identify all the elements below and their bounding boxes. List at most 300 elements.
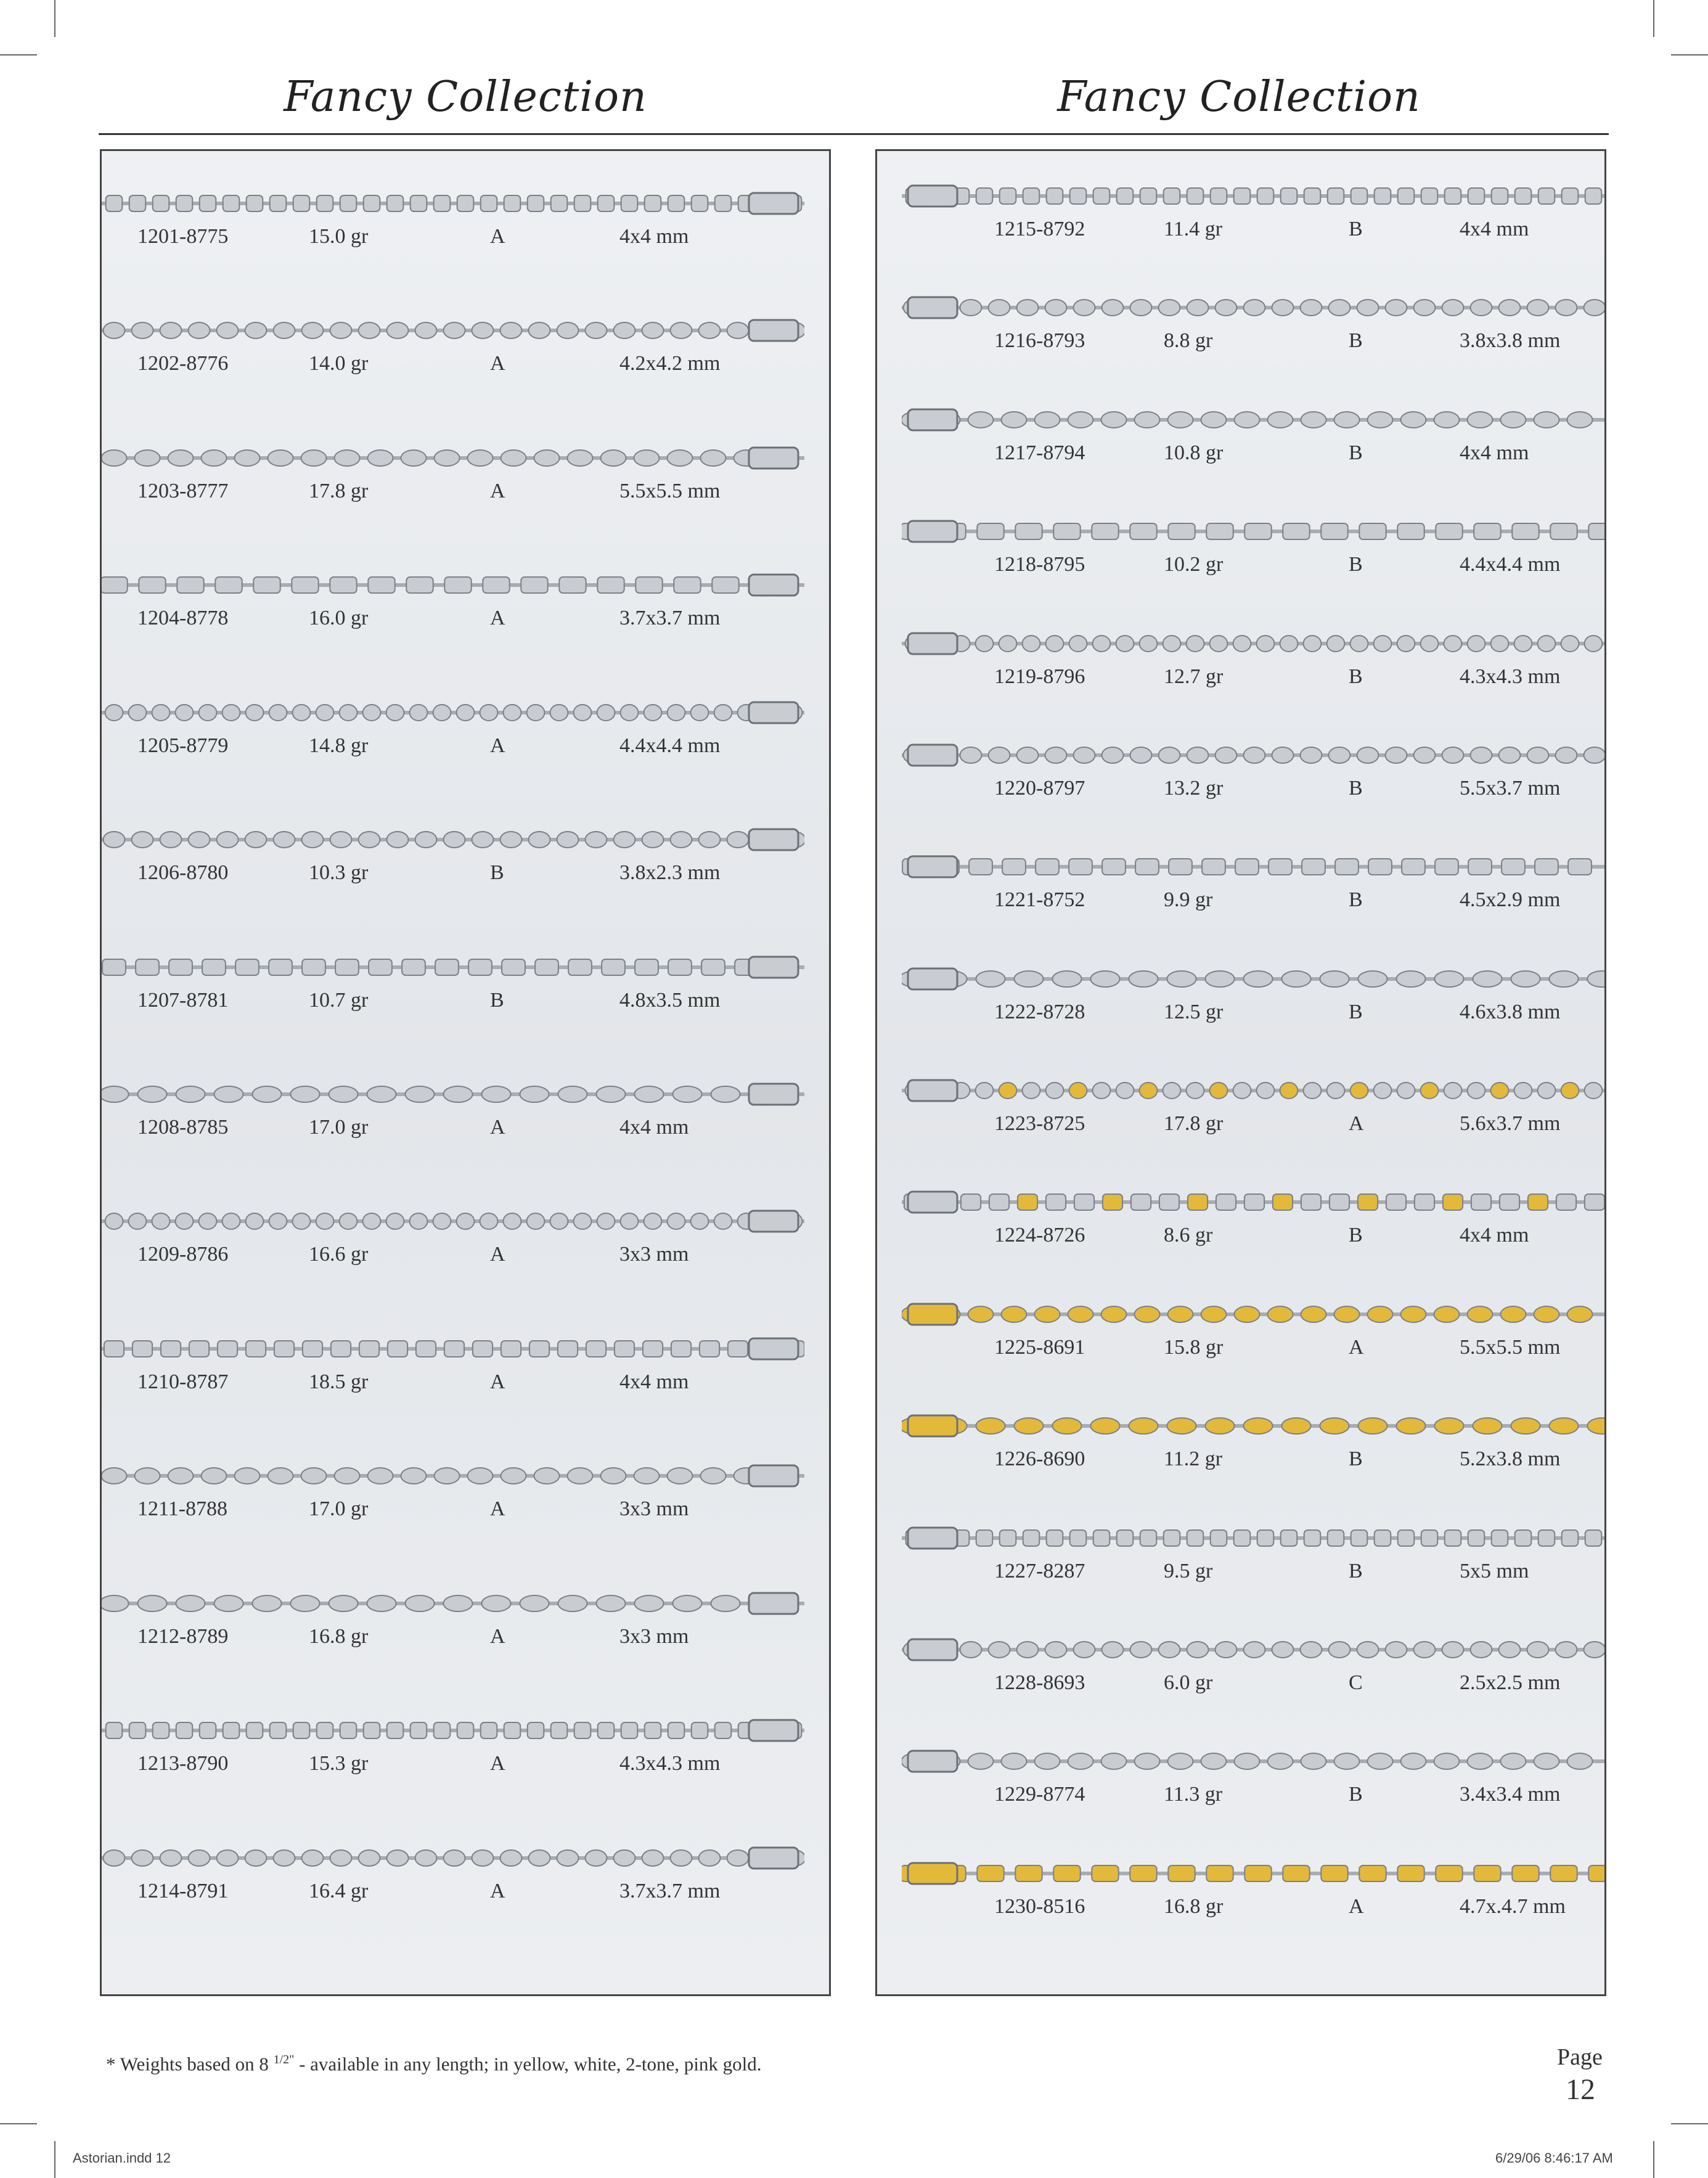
- item-code: 1202-8776: [137, 352, 229, 375]
- clasp: [749, 448, 798, 469]
- chain-link: [527, 1213, 545, 1229]
- item-weight: 11.2 gr: [1164, 1447, 1223, 1471]
- chain-link: [200, 195, 216, 211]
- item-code: 1207-8781: [137, 988, 229, 1012]
- chain-link: [501, 832, 522, 848]
- chain-link: [1515, 1530, 1532, 1546]
- chain-link: [302, 959, 325, 975]
- chain-link: [1444, 636, 1462, 652]
- chain-link: [1163, 1083, 1181, 1099]
- chain-link: [989, 1642, 1010, 1658]
- chain-link: [200, 1722, 216, 1738]
- chain-link: [387, 1850, 409, 1866]
- chain-link: [1267, 412, 1293, 428]
- chain-link: [1320, 1418, 1349, 1434]
- chain-link: [1511, 971, 1540, 987]
- chain-link: [1046, 636, 1064, 652]
- chain-link: [976, 188, 993, 204]
- chain-link: [1415, 1194, 1434, 1210]
- chain-link: [711, 1086, 740, 1102]
- chain-link: [586, 1850, 607, 1866]
- item-code: 1214-8791: [137, 1879, 229, 1902]
- chain-link: [223, 195, 240, 211]
- item-size: 3.4x3.4 mm: [1460, 1783, 1561, 1806]
- chain-link: [1585, 1083, 1603, 1099]
- chain-link: [1568, 859, 1592, 875]
- chain-link: [976, 971, 1005, 987]
- item-grade: A: [1349, 1894, 1364, 1918]
- chain-image: [102, 824, 804, 855]
- chain-link: [1434, 1418, 1463, 1434]
- chain-link: [600, 450, 626, 466]
- item-weight: 16.0 gr: [309, 607, 369, 630]
- clasp: [908, 1080, 957, 1101]
- chain-link: [1538, 636, 1556, 652]
- chain-link: [1140, 636, 1158, 652]
- chain-link: [176, 1595, 205, 1611]
- chain-link: [1550, 1865, 1577, 1881]
- clasp: [749, 1593, 798, 1614]
- chain-link: [1234, 412, 1259, 428]
- chain-link: [1492, 188, 1508, 204]
- chain-link: [1053, 523, 1080, 539]
- chain-link: [586, 1341, 606, 1357]
- chain-link: [1567, 1753, 1592, 1769]
- chain-link: [1205, 1418, 1234, 1434]
- chain-item: [102, 1206, 829, 1298]
- chain-item: [877, 1858, 1604, 1951]
- chain-link: [364, 1722, 380, 1738]
- chain-link: [176, 195, 193, 211]
- chain-link: [457, 1213, 475, 1229]
- chain-link: [1283, 523, 1309, 539]
- item-grade: B: [1349, 776, 1363, 800]
- item-code: 1223-8725: [994, 1112, 1085, 1135]
- chain-link: [1164, 188, 1180, 204]
- chain-link: [274, 832, 295, 848]
- item-grade: B: [1349, 1783, 1363, 1806]
- chain-link: [405, 1086, 434, 1102]
- header-rule: [99, 133, 1609, 135]
- chain-photo: [902, 181, 1606, 211]
- chain-link: [359, 832, 380, 848]
- chain-link: [635, 577, 662, 593]
- chain-link: [1201, 1306, 1226, 1322]
- chain-photo: [102, 1333, 804, 1364]
- chain-link: [235, 959, 259, 975]
- chain-photo: [102, 1588, 804, 1619]
- chain-link: [1588, 1865, 1606, 1881]
- chain-link: [1023, 188, 1040, 204]
- chain-link: [105, 1213, 123, 1229]
- chain-item: [877, 1746, 1604, 1838]
- chain-link: [387, 1722, 404, 1738]
- chain-link: [363, 1213, 381, 1229]
- item-size: 3.7x3.7 mm: [619, 607, 721, 630]
- chain-link: [529, 1341, 549, 1357]
- chain-link: [1329, 300, 1350, 316]
- chain-link: [132, 1850, 153, 1866]
- chain-link: [330, 1850, 352, 1866]
- chain-link: [1167, 971, 1196, 987]
- right-catalog-panel: [875, 149, 1606, 1996]
- chain-link: [1283, 1865, 1309, 1881]
- chain-link: [1398, 188, 1415, 204]
- chain-link: [976, 1418, 1005, 1434]
- chain-link: [597, 577, 624, 593]
- chain-link: [1140, 1530, 1157, 1546]
- item-grade: A: [490, 1497, 505, 1521]
- chain-link: [359, 1341, 379, 1357]
- chain-link: [1210, 636, 1228, 652]
- chain-link: [302, 832, 324, 848]
- chain-image: [902, 292, 1606, 323]
- chain-link: [104, 832, 125, 848]
- chain-link: [1584, 300, 1606, 316]
- chain-link: [481, 1595, 510, 1611]
- footnote-superscript: 1/2": [273, 2053, 295, 2066]
- chain-image: [102, 443, 804, 473]
- chain-link: [1301, 1642, 1322, 1658]
- chain-link: [1090, 1418, 1119, 1434]
- chain-link: [714, 1213, 732, 1229]
- chain-link: [1538, 1530, 1555, 1546]
- chain-link: [700, 1341, 719, 1357]
- chain-link: [444, 577, 471, 593]
- chain-link: [105, 705, 123, 721]
- item-code: 1204-8778: [137, 607, 229, 630]
- chain-link: [359, 322, 380, 338]
- item-code: 1205-8779: [137, 734, 229, 757]
- chain-link: [1243, 1418, 1272, 1434]
- chain-link: [1201, 412, 1226, 428]
- chain-link: [700, 1468, 725, 1484]
- chain-link: [1211, 188, 1227, 204]
- chain-link: [1233, 636, 1251, 652]
- clasp: [908, 1415, 957, 1436]
- chain-link: [1272, 1642, 1294, 1658]
- chain-link: [1386, 1642, 1407, 1658]
- item-size: 4.7x.4.7 mm: [1460, 1894, 1566, 1918]
- item-code: 1227-8287: [994, 1559, 1085, 1582]
- chain-link: [1434, 971, 1463, 987]
- chain-link: [728, 1341, 748, 1357]
- print-timestamp: 6/29/06 8:46:17 AM: [1495, 2150, 1613, 2166]
- chain-link: [1206, 523, 1233, 539]
- chain-link: [1436, 1865, 1462, 1881]
- chain-link: [1074, 300, 1095, 316]
- chain-link: [406, 577, 433, 593]
- clasp: [908, 1304, 957, 1325]
- item-grade: B: [1349, 888, 1363, 912]
- chain-link: [1243, 971, 1272, 987]
- clasp: [749, 829, 798, 850]
- chain-link: [302, 322, 324, 338]
- chain-photo: [102, 1460, 804, 1491]
- chain-link: [1304, 188, 1321, 204]
- chain-link: [480, 705, 498, 721]
- chain-image: [902, 1075, 1606, 1106]
- chain-link: [202, 959, 226, 975]
- chain-link: [574, 195, 591, 211]
- chain-link: [1500, 1306, 1526, 1322]
- item-grade: B: [1349, 1447, 1363, 1471]
- chain-item: [102, 1079, 829, 1171]
- chain-link: [481, 1086, 510, 1102]
- chain-link: [504, 1722, 521, 1738]
- item-code: 1203-8777: [137, 479, 229, 502]
- clasp: [749, 1084, 798, 1105]
- chain-link: [199, 1213, 217, 1229]
- chain-item: [102, 1588, 829, 1681]
- chain-link: [334, 1468, 359, 1484]
- clasp: [749, 1338, 798, 1359]
- chain-link: [1397, 636, 1415, 652]
- chain-link: [1561, 1083, 1579, 1099]
- chain-link: [1045, 747, 1067, 763]
- chain-link: [1068, 1753, 1093, 1769]
- chain-link: [1588, 523, 1606, 539]
- chain-link: [253, 577, 280, 593]
- chain-link: [1130, 747, 1152, 763]
- chain-link: [551, 195, 568, 211]
- item-grade: B: [1349, 1224, 1363, 1247]
- chain-link: [340, 1722, 357, 1738]
- chain-link: [1159, 1194, 1179, 1210]
- chain-link: [1585, 1194, 1604, 1210]
- chain-link: [642, 322, 664, 338]
- chain-link: [1281, 188, 1297, 204]
- chain-link: [1474, 1865, 1500, 1881]
- item-grade: B: [1349, 665, 1363, 688]
- item-grade: B: [490, 988, 504, 1012]
- chain-link: [501, 1468, 526, 1484]
- chain-image: [102, 315, 804, 346]
- chain-link: [457, 195, 474, 211]
- chain-link: [1233, 1083, 1251, 1099]
- chain-link: [1301, 1194, 1321, 1210]
- chain-link: [1584, 747, 1606, 763]
- chain-link: [1585, 636, 1603, 652]
- chain-link: [472, 832, 494, 848]
- chain-link: [1269, 859, 1292, 875]
- item-grade: A: [490, 607, 505, 630]
- chain-image: [102, 952, 804, 983]
- chain-link: [989, 1194, 1009, 1210]
- item-code: 1226-8690: [994, 1447, 1085, 1471]
- page-label: Page: [1557, 2044, 1603, 2070]
- chain-link: [614, 832, 635, 848]
- page-number: 12: [1566, 2073, 1595, 2106]
- chain-link: [290, 1595, 319, 1611]
- chain-link: [468, 959, 492, 975]
- item-grade: B: [1349, 1559, 1363, 1582]
- chain-link: [1092, 1865, 1118, 1881]
- chain-link: [1167, 1418, 1196, 1434]
- chain-link: [642, 832, 664, 848]
- crop-mark: [0, 54, 37, 55]
- chain-link: [1421, 636, 1439, 652]
- chain-link: [223, 1213, 240, 1229]
- chain-link: [367, 1595, 396, 1611]
- chain-link: [1398, 1530, 1415, 1546]
- chain-link: [1538, 1083, 1556, 1099]
- chain-photo: [902, 1187, 1606, 1218]
- chain-link: [160, 1850, 182, 1866]
- chain-link: [1034, 412, 1060, 428]
- left-page-title: Fancy Collection: [284, 73, 647, 121]
- chain-link: [1585, 188, 1602, 204]
- chain-link: [1168, 1865, 1195, 1881]
- chain-image: [102, 570, 804, 600]
- chain-link: [977, 1865, 1003, 1881]
- chain-photo: [102, 315, 804, 346]
- chain-link: [1211, 1530, 1227, 1546]
- chain-link: [501, 322, 522, 338]
- chain-item: [102, 570, 829, 662]
- chain-link: [1421, 188, 1438, 204]
- chain-item: [102, 824, 829, 917]
- chain-link: [168, 1468, 193, 1484]
- item-weight: 15.3 gr: [309, 1752, 369, 1775]
- chain-photo: [902, 1858, 1606, 1889]
- chain-photo: [102, 570, 804, 600]
- chain-link: [714, 705, 732, 721]
- item-size: 5.6x3.7 mm: [1460, 1112, 1561, 1135]
- chain-link: [480, 1213, 498, 1229]
- item-weight: 15.0 gr: [309, 225, 369, 248]
- chain-link: [1499, 300, 1521, 316]
- chain-link: [1327, 636, 1345, 652]
- chain-link: [132, 322, 153, 338]
- chain-link: [1556, 747, 1577, 763]
- chain-link: [199, 705, 217, 721]
- chain-link: [330, 832, 352, 848]
- chain-link: [433, 1213, 451, 1229]
- chain-link: [290, 1086, 319, 1102]
- chain-link: [667, 450, 692, 466]
- chain-link: [1357, 747, 1379, 763]
- chain-link: [1093, 1083, 1111, 1099]
- clasp: [749, 1211, 798, 1232]
- chain-link: [727, 832, 749, 848]
- chain-link: [106, 195, 123, 211]
- item-code: 1228-8693: [994, 1671, 1085, 1694]
- chain-link: [1102, 300, 1124, 316]
- chain-link: [645, 195, 661, 211]
- item-grade: B: [1349, 1000, 1363, 1023]
- item-weight: 16.8 gr: [309, 1624, 369, 1648]
- chain-link: [102, 450, 127, 466]
- chain-link: [1159, 300, 1180, 316]
- chain-link: [153, 195, 170, 211]
- chain-link: [574, 1213, 592, 1229]
- chain-link: [1068, 1306, 1093, 1322]
- item-size: 4x4 mm: [1460, 1224, 1529, 1247]
- chain-item: [102, 315, 829, 407]
- chain-link: [1400, 1306, 1426, 1322]
- chain-link: [1402, 859, 1425, 875]
- chain-link: [668, 1722, 685, 1738]
- chain-link: [621, 1213, 639, 1229]
- chain-link: [1281, 971, 1310, 987]
- chain-link: [1069, 636, 1087, 652]
- chain-item: [877, 851, 1604, 944]
- chain-link: [1567, 1306, 1592, 1322]
- chain-link: [215, 577, 242, 593]
- clasp: [908, 186, 957, 207]
- chain-link: [1328, 1530, 1344, 1546]
- chain-link: [521, 577, 547, 593]
- chain-link: [1585, 1530, 1602, 1546]
- item-grade: B: [1349, 553, 1363, 576]
- item-code: 1206-8780: [137, 861, 229, 885]
- chain-link: [1101, 412, 1126, 428]
- chain-image: [102, 1333, 804, 1364]
- chain-link: [1257, 1083, 1275, 1099]
- chain-link: [643, 1341, 663, 1357]
- chain-item: [877, 964, 1604, 1056]
- chain-link: [1434, 1306, 1459, 1322]
- chain-link: [1468, 188, 1485, 204]
- chain-link: [252, 1086, 281, 1102]
- chain-image: [902, 628, 1606, 659]
- chain-link: [1334, 1306, 1359, 1322]
- chain-link: [1351, 1530, 1368, 1546]
- chain-link: [364, 195, 380, 211]
- chain-link: [1304, 1083, 1322, 1099]
- chain-photo: [102, 697, 804, 728]
- item-grade: B: [490, 861, 504, 885]
- chain-link: [1512, 523, 1538, 539]
- chain-link: [1358, 1418, 1387, 1434]
- chain-link: [1023, 1083, 1040, 1099]
- chain-item: [102, 1715, 829, 1807]
- chain-link: [1351, 188, 1368, 204]
- chain-image: [102, 1079, 804, 1110]
- chain-link: [551, 1722, 568, 1738]
- clasp: [908, 297, 957, 318]
- item-code: 1213-8790: [137, 1752, 229, 1775]
- chain-item: [102, 1333, 829, 1426]
- chain-link: [1584, 1642, 1606, 1658]
- chain-link: [1386, 747, 1407, 763]
- chain-link: [102, 959, 126, 975]
- chain-link: [600, 1468, 626, 1484]
- chain-link: [1140, 188, 1157, 204]
- chain-link: [691, 705, 709, 721]
- chain-link: [1167, 1306, 1193, 1322]
- chain-link: [1130, 300, 1152, 316]
- chain-link: [1130, 523, 1156, 539]
- chain-link: [153, 1722, 170, 1738]
- chain-link: [1562, 1530, 1579, 1546]
- chain-link: [1414, 1642, 1436, 1658]
- chain-link: [1134, 1306, 1159, 1322]
- chain-link: [1069, 1083, 1087, 1099]
- chain-image: [102, 1206, 804, 1237]
- chain-link: [1014, 1418, 1043, 1434]
- chain-link: [1500, 1753, 1526, 1769]
- item-weight: 15.8 gr: [1164, 1335, 1224, 1359]
- chain-link: [1070, 188, 1087, 204]
- chain-link: [960, 300, 982, 316]
- chain-link: [1368, 859, 1392, 875]
- chain-link: [472, 1850, 494, 1866]
- item-code: 1229-8774: [994, 1783, 1085, 1806]
- chain-link: [104, 322, 125, 338]
- footnote-text-post: - available in any length; in yellow, white, 2-tone, pink gold.: [294, 2053, 762, 2075]
